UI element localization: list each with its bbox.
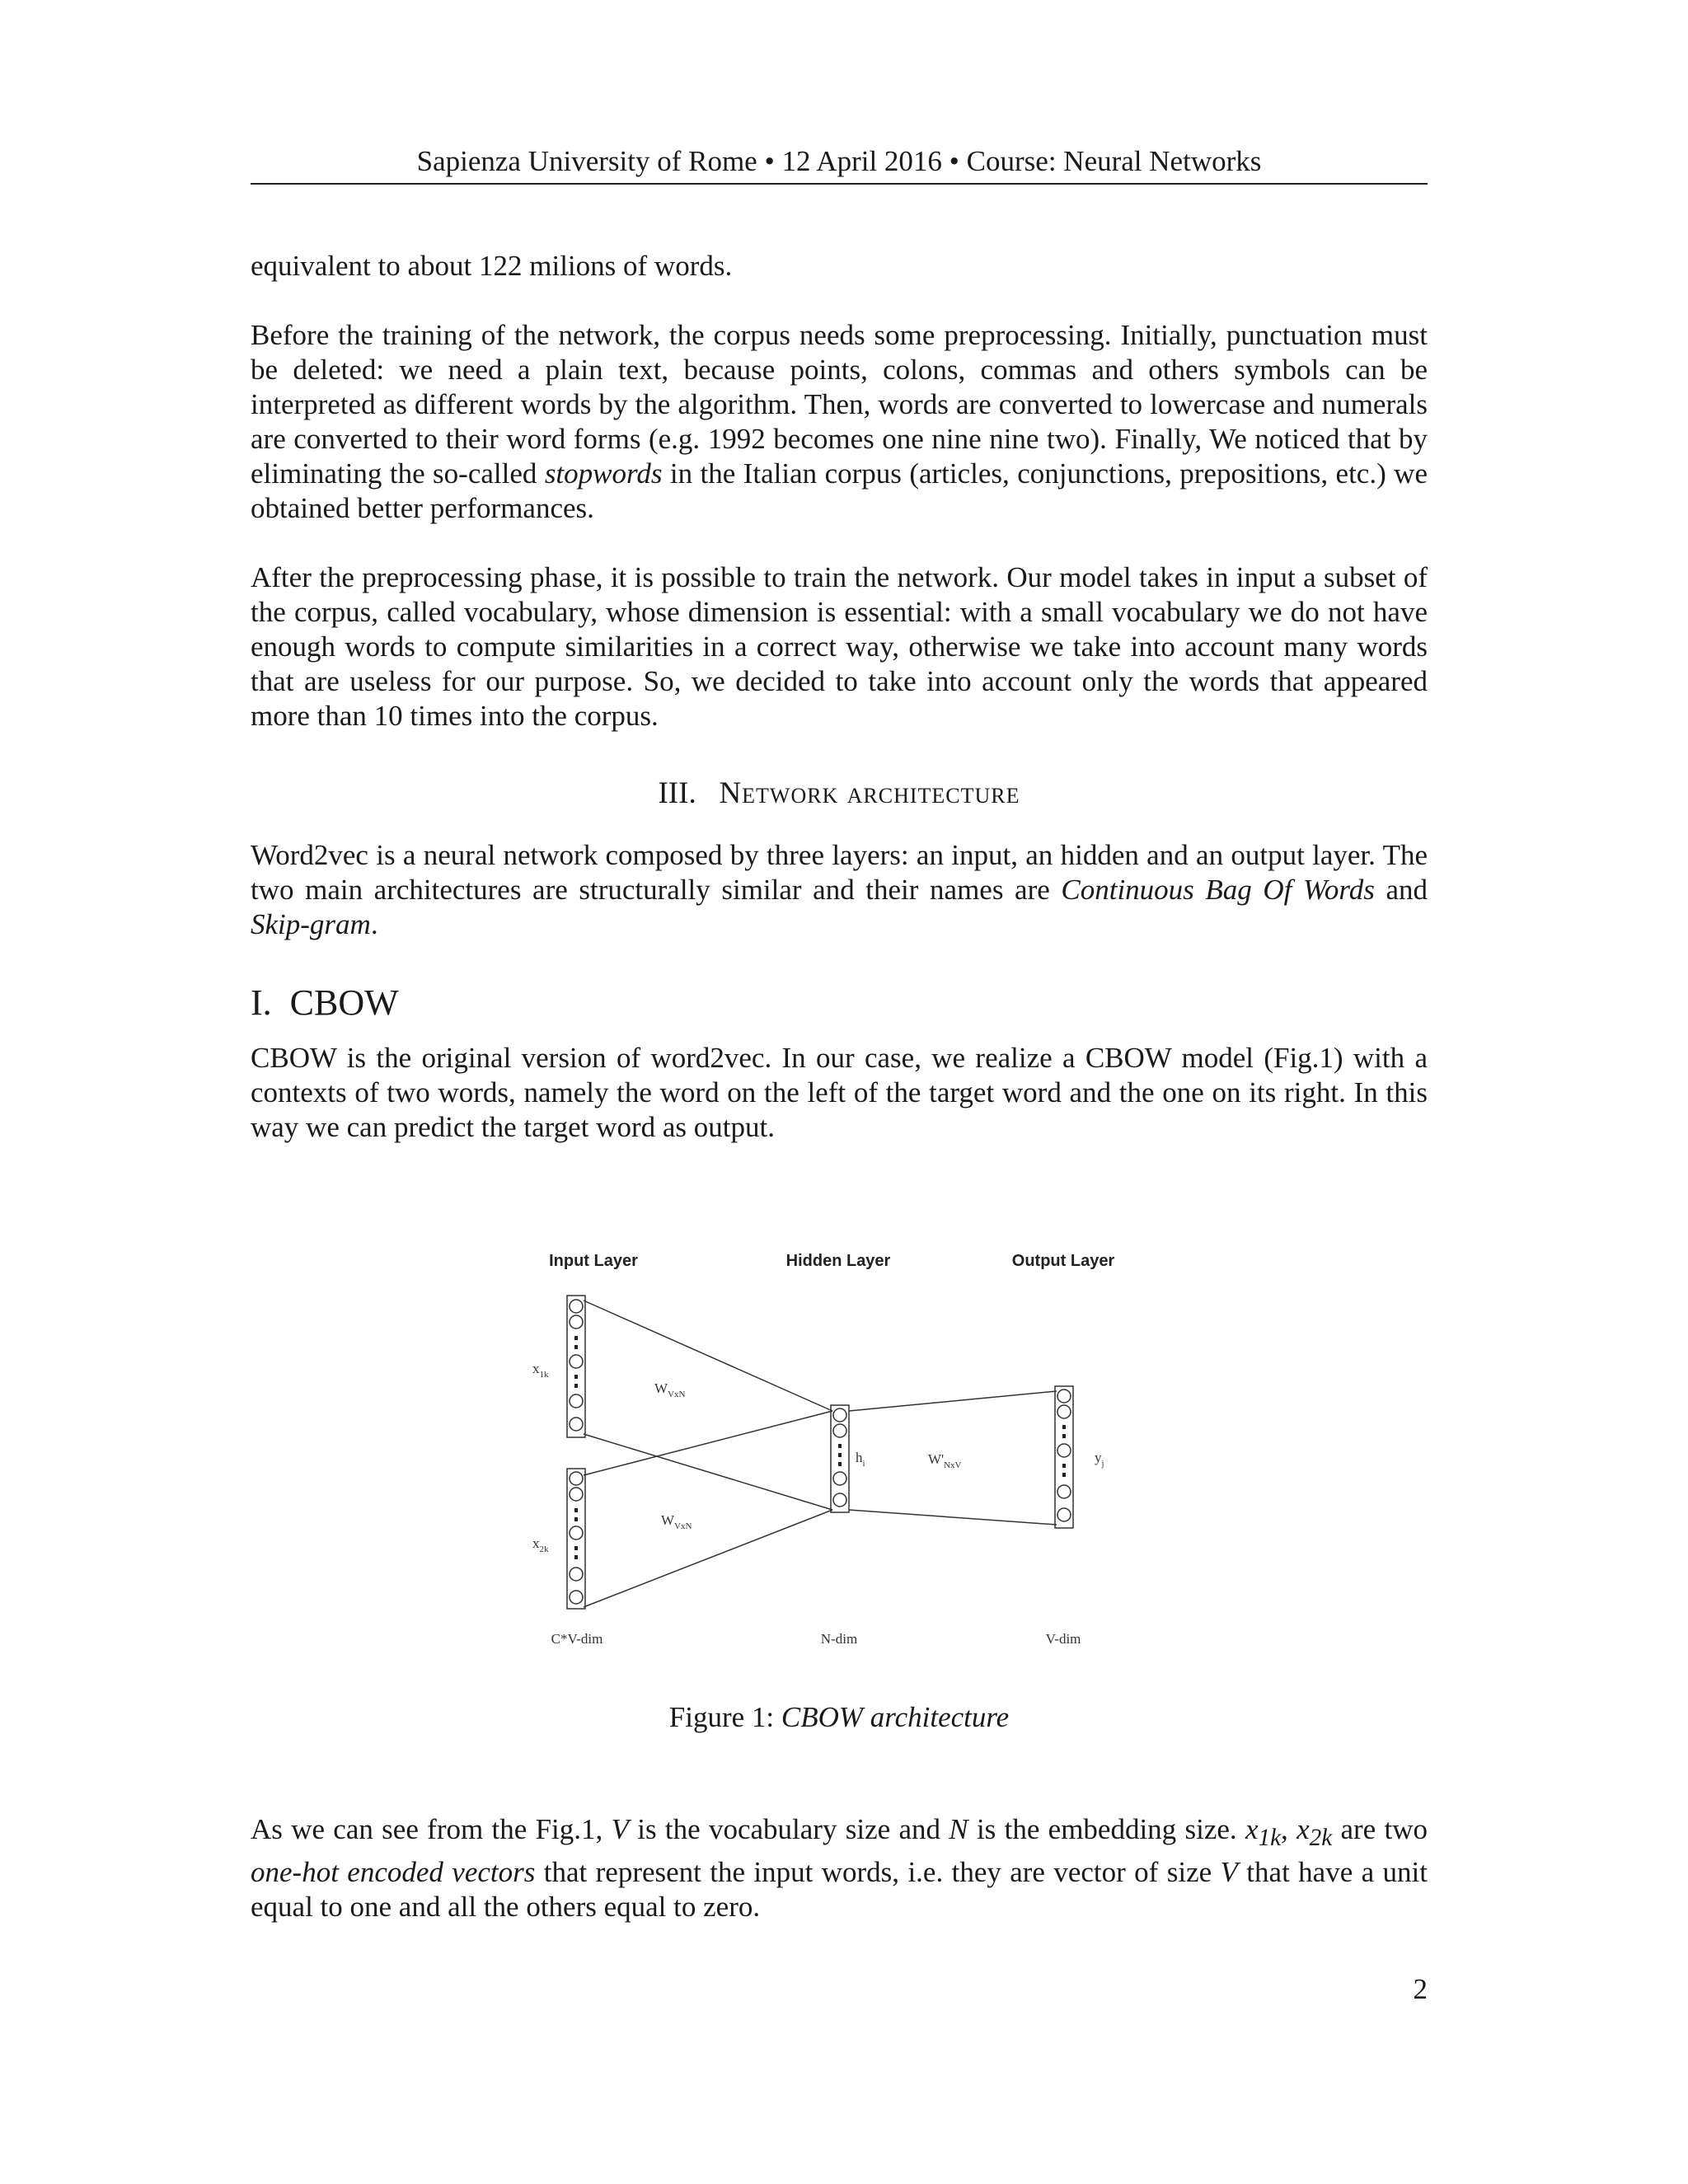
p6-var-n: N	[949, 1813, 968, 1845]
input-layer-label: Input Layer	[549, 1252, 638, 1270]
p6-text-c: is the embedding size.	[968, 1813, 1245, 1845]
paragraph-5: CBOW is the original version of word2vec. In our case, we realize a CBOW model (Fig.1) with a contexts of two words, namely the word on the left of the target word and the one on its right. In this way we can predict the target word as output.	[251, 1042, 1428, 1143]
section-title: Network architecture	[719, 776, 1020, 810]
page-number: 2	[1413, 1973, 1428, 2005]
output-layer-label: Output Layer	[1011, 1252, 1115, 1270]
output-vector	[1055, 1386, 1073, 1528]
section-heading	[251, 775, 1428, 813]
cbow-figure	[511, 1236, 1137, 1665]
figure-caption	[251, 1699, 1428, 1736]
paragraph-2-text-a: Before the training of the network, the corpus needs some preprocessing. Initially, punctuation must be deleted: we need a plain text, because points, colons, commas and others symbols can be interpreted as different words by the algorithm. Then, words are converted to lowercase and numerals are converted to their word forms (e.g. 1992 becomes one nine nine two). Finally, We noticed that by eliminating the so-called	[251, 319, 1428, 490]
n-dim-label: N-dim	[820, 1631, 858, 1647]
connection-lines	[584, 1301, 1057, 1607]
w-vxn-label-1: $W_{VxN}$	[654, 1380, 686, 1399]
p6-emph: one-hot encoded vectors	[251, 1856, 536, 1888]
cbow-diagram	[511, 1236, 1137, 1665]
subsection-number: I.	[251, 982, 272, 1023]
p6-text-d: are two	[1332, 1813, 1428, 1845]
paragraph-2-text-b: in the Italian corpus (articles, conjunctions, prepositions, etc.) we obtained better performances.	[251, 457, 1428, 524]
p6-var-v: V	[611, 1813, 629, 1845]
running-header: Sapienza University of Rome • 12 April 2016 • Course: Neural Networks	[251, 140, 1428, 185]
p6-comma: ,	[1281, 1813, 1297, 1845]
p6-text-b: is the vocabulary size and	[628, 1813, 950, 1845]
p6-text-e: that represent the input words, i.e. they are vector of size	[535, 1856, 1221, 1888]
paragraph-4-text-c: .	[370, 908, 378, 940]
paragraph-4-text-b: and	[1374, 874, 1428, 906]
input-vector-x2k	[567, 1469, 585, 1609]
paragraph-6	[251, 1812, 1428, 1924]
p6-text-f: that have a unit equal to one and all the others equal to zero.	[251, 1856, 1428, 1923]
subsection-title: CBOW	[289, 982, 399, 1023]
paragraph-4-emph-1: Continuous Bag Of Words	[1061, 874, 1375, 906]
hidden-layer-label: Hidden Layer	[785, 1252, 891, 1270]
paragraph-4-emph-2: Skip-gram	[251, 908, 371, 940]
p6-var-x2: x	[1296, 1813, 1310, 1845]
x2k-label: $x_{2k}$	[532, 1535, 549, 1554]
paragraph-4	[251, 838, 1428, 942]
caption-text: CBOW architecture	[781, 1701, 1010, 1733]
x1k-label: $x_{1k}$	[532, 1361, 549, 1380]
w-prime-label: $W'_{NxV}$	[928, 1451, 962, 1470]
paragraph-3: After the preprocessing phase, it is possible to train the network. Our model takes in input a subset of the corpus, called vocabulary, whose dimension is essential: with a small vocabulary we do not have enough words to compute similarities in a correct way, otherwise we take into account many words that are useless for our purpose. So, we decided to take into account only the words that appeared more than 10 times into the corpus.	[251, 561, 1428, 732]
p6-var-x1-sub: 1k	[1258, 1825, 1282, 1851]
v-dim-label: V-dim	[1045, 1631, 1081, 1647]
paragraph-2-emph: stopwords	[544, 457, 663, 490]
paragraph-2	[251, 318, 1428, 526]
paragraph-4-text-a: Word2vec is a neural network composed by three layers: an input, an hidden and an output layer. The two main architectures are structurally similar and their names are	[251, 839, 1428, 906]
paragraph-1: equivalent to about 122 milions of words.	[251, 250, 733, 282]
p6-var-v2: V	[1220, 1856, 1238, 1888]
cv-dim-label: C*V-dim	[551, 1631, 603, 1647]
caption-label: Figure 1:	[668, 1701, 781, 1733]
input-vector-x1k	[567, 1296, 585, 1437]
w-vxn-label-2: $W_{VxN}$	[661, 1512, 692, 1531]
p6-text-a: As we can see from the Fig.1,	[251, 1813, 612, 1845]
subsection-heading	[251, 981, 399, 1025]
p6-var-x2-sub: 2k	[1309, 1825, 1333, 1851]
p6-var-x1: x	[1245, 1813, 1259, 1845]
hidden-vector	[831, 1405, 849, 1512]
y-label: $y_j$	[1095, 1450, 1104, 1469]
h-label: $h_i$	[856, 1450, 865, 1469]
section-number: III.	[658, 776, 696, 810]
